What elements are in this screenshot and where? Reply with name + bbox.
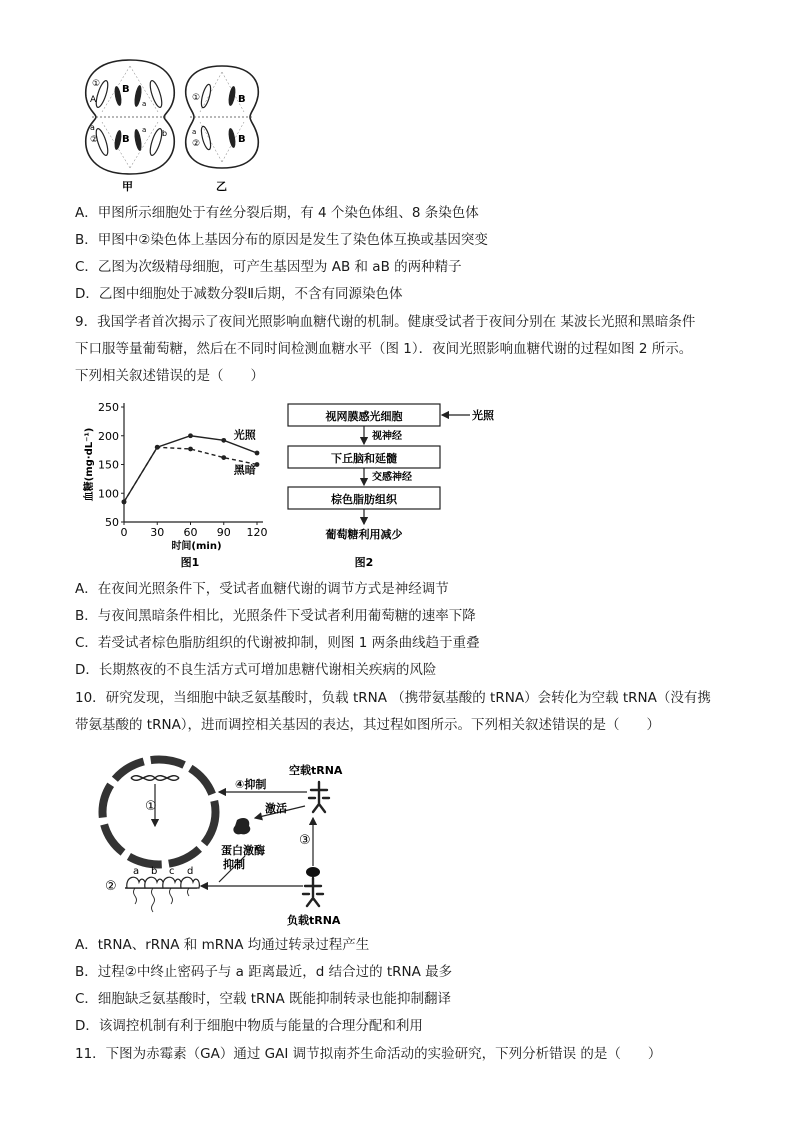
- x-tick-label: 60: [183, 526, 198, 539]
- x-tick-label: 30: [150, 526, 165, 539]
- data-point: [221, 455, 226, 460]
- q10-option-b: B．过程②中终止密码子与 a 距离最近，d 结合过的 tRNA 最多: [75, 964, 453, 980]
- q9-stem-line-3: 下列相关叙述错误的是（ ）: [75, 368, 264, 384]
- y-axis-label: 血糖(mg·dL⁻¹): [84, 427, 95, 502]
- svg-text:②: ②: [192, 139, 201, 149]
- q10-option-a: A．tRNA、rRNA 和 mRNA 均通过转录过程产生: [75, 937, 370, 953]
- box-retina-cells-label: 视网膜感光细胞: [325, 410, 403, 423]
- svg-text:a: a: [142, 126, 147, 134]
- light-input-label: 光照: [472, 409, 494, 422]
- svg-text:a: a: [142, 100, 147, 108]
- y-tick-label: 100: [98, 487, 119, 501]
- cell-yi: [186, 66, 259, 168]
- q8-option-c: C．乙图为次级精母细胞，可产生基因型为 AB 和 aB 的两种精子: [75, 259, 462, 275]
- series-label-1: 黑暗: [233, 463, 256, 477]
- q8-option-b: B．甲图中②染色体上基因分布的原因是发生了染色体互换或基因突变: [75, 232, 488, 248]
- label-jia: 甲: [122, 180, 133, 193]
- data-point: [221, 438, 226, 443]
- svg-text:B: B: [122, 84, 130, 95]
- x-tick-label: 90: [216, 526, 231, 539]
- q11-stem: 11．下图为赤霉素（GA）通过 GAI 调节拟南芥生命活动的实验研究，下列分析错误 的是（ ）: [75, 1046, 662, 1062]
- kinase-label: 蛋白激酶: [221, 844, 265, 857]
- step-2-label: ②: [105, 879, 117, 894]
- box-brown-fat-label: 棕色脂肪组织: [331, 493, 397, 506]
- fig1-caption: 图1: [180, 556, 200, 569]
- empty-trna-label: 空载tRNA: [289, 764, 343, 777]
- q9-stem-line-2: 下口服等量葡萄糖，然后在不同时间检测血糖水平（图 1）．夜间光照影响血糖代谢的过程如图 2 所示。: [75, 341, 693, 357]
- q10-stem-line-1: 10．研究发现，当细胞中缺乏氨基酸时，负载 tRNA （携带氨基酸的 tRNA）会转化为空载 tRNA（没有携: [75, 690, 711, 706]
- arrow-optic-nerve-label: 视神经: [372, 431, 402, 442]
- x-tick-label: 120: [246, 526, 268, 539]
- ribosomes: [127, 877, 200, 888]
- activate-label: 激活: [265, 802, 287, 815]
- empty-trna-icon: [309, 782, 329, 812]
- y-tick-label: 200: [98, 429, 119, 443]
- arrow-sympathetic-label: 交感神经: [372, 472, 412, 483]
- step-1-label: ①: [145, 799, 157, 814]
- x-tick-label: 0: [120, 526, 128, 539]
- y-tick-label: 50: [105, 516, 119, 529]
- q9-option-b: B．与夜间黑暗条件相比，光照条件下受试者利用葡萄糖的速率下降: [75, 608, 476, 624]
- q8-option-d: D．乙图中细胞处于减数分裂Ⅱ后期，不含有同源染色体: [75, 286, 403, 302]
- svg-text:a: a: [90, 123, 95, 132]
- trna-regulation-diagram: [95, 748, 365, 928]
- chart-series: [122, 427, 260, 504]
- svg-text:B: B: [122, 134, 130, 145]
- ribosome-b-label: b: [151, 866, 158, 877]
- inhibit-4-label: ④抑制: [235, 778, 267, 791]
- blood-glucose-chart: [80, 395, 275, 570]
- data-point: [255, 451, 260, 456]
- svg-text:①: ①: [192, 93, 201, 103]
- data-point: [188, 447, 193, 452]
- x-axis-label: 时间(min): [171, 541, 222, 552]
- data-point: [188, 433, 193, 438]
- loaded-trna-label: 负载tRNA: [287, 914, 341, 927]
- series-label-0: 光照: [233, 428, 256, 442]
- ribosome-d-label: d: [187, 866, 194, 877]
- y-tick-label: 150: [98, 458, 119, 472]
- q9-option-d: D．长期熬夜的不良生活方式可增加患糖代谢相关疾病的风险: [75, 662, 437, 678]
- ribosome-c-label: c: [169, 866, 175, 877]
- fig2-caption: 图2: [354, 556, 374, 569]
- cell-jia: [86, 60, 174, 174]
- q10-stem-line-2: 带氨基酸的 tRNA），进而调控相关基因的表达，其过程如图所示。下列相关叙述错误的是（ ）: [75, 717, 661, 733]
- svg-text:a: a: [192, 128, 197, 136]
- result-label: 葡萄糖利用减少: [325, 528, 403, 541]
- inhibit-label: 抑制: [223, 858, 245, 871]
- data-point: [155, 445, 160, 450]
- data-point: [122, 499, 127, 504]
- step-3-label: ③: [299, 833, 311, 848]
- q10-option-c: C．细胞缺乏氨基酸时，空载 tRNA 既能抑制转录也能抑制翻译: [75, 991, 452, 1007]
- q10-option-d: D．该调控机制有利于细胞中物质与能量的合理分配和利用: [75, 1018, 423, 1034]
- q8-option-a: A．甲图所示细胞处于有丝分裂后期，有 4 个染色体组、8 条染色体: [75, 205, 479, 221]
- svg-text:b: b: [162, 129, 168, 138]
- svg-text:②: ②: [90, 135, 99, 145]
- amino-acid-icon: [306, 867, 320, 877]
- svg-text:A: A: [90, 95, 97, 105]
- label-yi: 乙: [216, 180, 227, 193]
- peptide-chains: [134, 888, 190, 912]
- light-glucose-flow-diagram: [280, 400, 494, 570]
- q9-stem-line-1: 9．我国学者首次揭示了夜间光照影响血糖代谢的机制。健康受试者于夜间分别在 某波长光照和黑暗条件: [75, 314, 696, 330]
- y-tick-label: 250: [98, 401, 119, 414]
- box-hypothalamus-label: 下丘脑和延髓: [331, 452, 397, 465]
- q9-option-c: C．若受试者棕色脂肪组织的代谢被抑制，则图 1 两条曲线趋于重叠: [75, 635, 480, 651]
- ribosome-a-label: a: [133, 866, 140, 877]
- svg-text:B: B: [238, 94, 246, 105]
- svg-text:B: B: [238, 134, 246, 145]
- q9-option-a: A．在夜间光照条件下，受试者血糖代谢的调节方式是神经调节: [75, 581, 449, 597]
- svg-text:①: ①: [92, 79, 101, 89]
- cell-division-figure: [82, 52, 272, 192]
- loaded-trna-icon: [303, 878, 323, 906]
- kinase-icon: [233, 818, 250, 834]
